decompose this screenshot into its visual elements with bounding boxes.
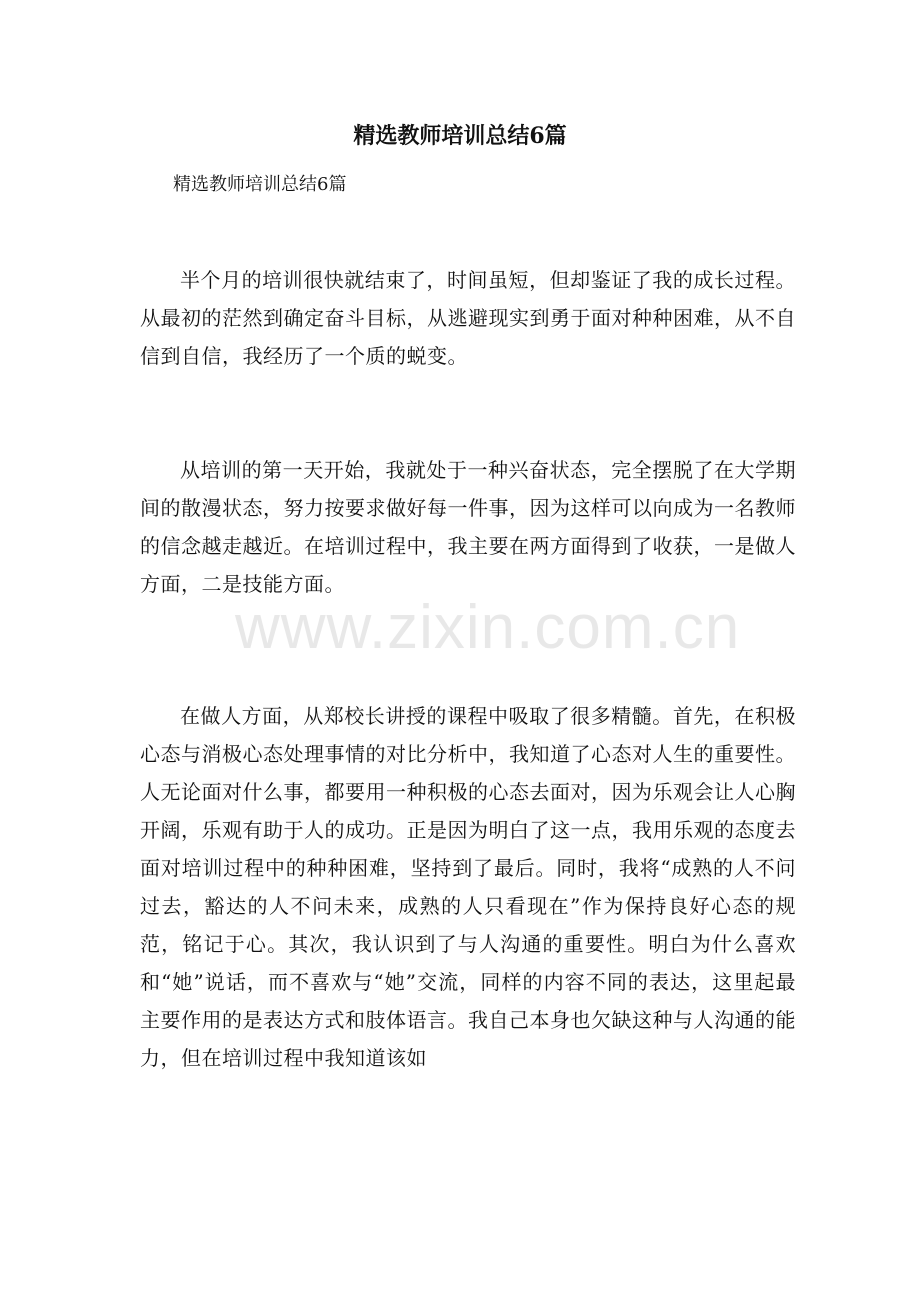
body-paragraph-3: 在做人方面，从郑校长讲授的课程中吸取了很多精髓。首先，在积极心态与消极心态处理事情的对比分析中，我知道了心态对人生的重要性。人无论面对什么事，都要用一种积极的心态去面对，因为乐观会让人心胸开阔，乐观有助于人的成功。正是因为明白了这一点，我用乐观的态度去面对培训过程中的种种困难，坚持到了最后。同时，我将“成熟的人不问过去，豁达的人不问未来，成熟的人只看现在”作为保持良好心态的规范，铭记于心。其次，我认识到了与人沟通的重要性。明白为什么喜欢和“她”说话，而不喜欢与“她”交流，同样的内容不同的表达，这里起最主要作用的是表达方式和肢体语言。我自己本身也欠缺这种与人沟通的能力，但在培训过程中我知道该如 <box>140 704 796 1070</box>
page-title: 精选教师培训总结6篇 <box>353 123 567 149</box>
body-paragraph-2: 从培训的第一天开始，我就处于一种兴奋状态，完全摆脱了在大学期间的散漫状态，努力按要求做好每一件事，因为这样可以向成为一名教师的信念越走越近。在培训过程中，我主要在两方面得到了收获，一是做人方面，二是技能方面。 <box>140 458 796 596</box>
body-paragraph-1: 半个月的培训很快就结束了，时间虽短，但却鉴证了我的成长过程。从最初的茫然到确定奋斗目标，从逃避现实到勇于面对种种困难，从不自信到自信，我经历了一个质的蜕变。 <box>140 268 796 368</box>
watermark: www.zixin.com.cn <box>235 593 741 662</box>
page-subtitle: 精选教师培训总结6篇 <box>173 174 347 195</box>
